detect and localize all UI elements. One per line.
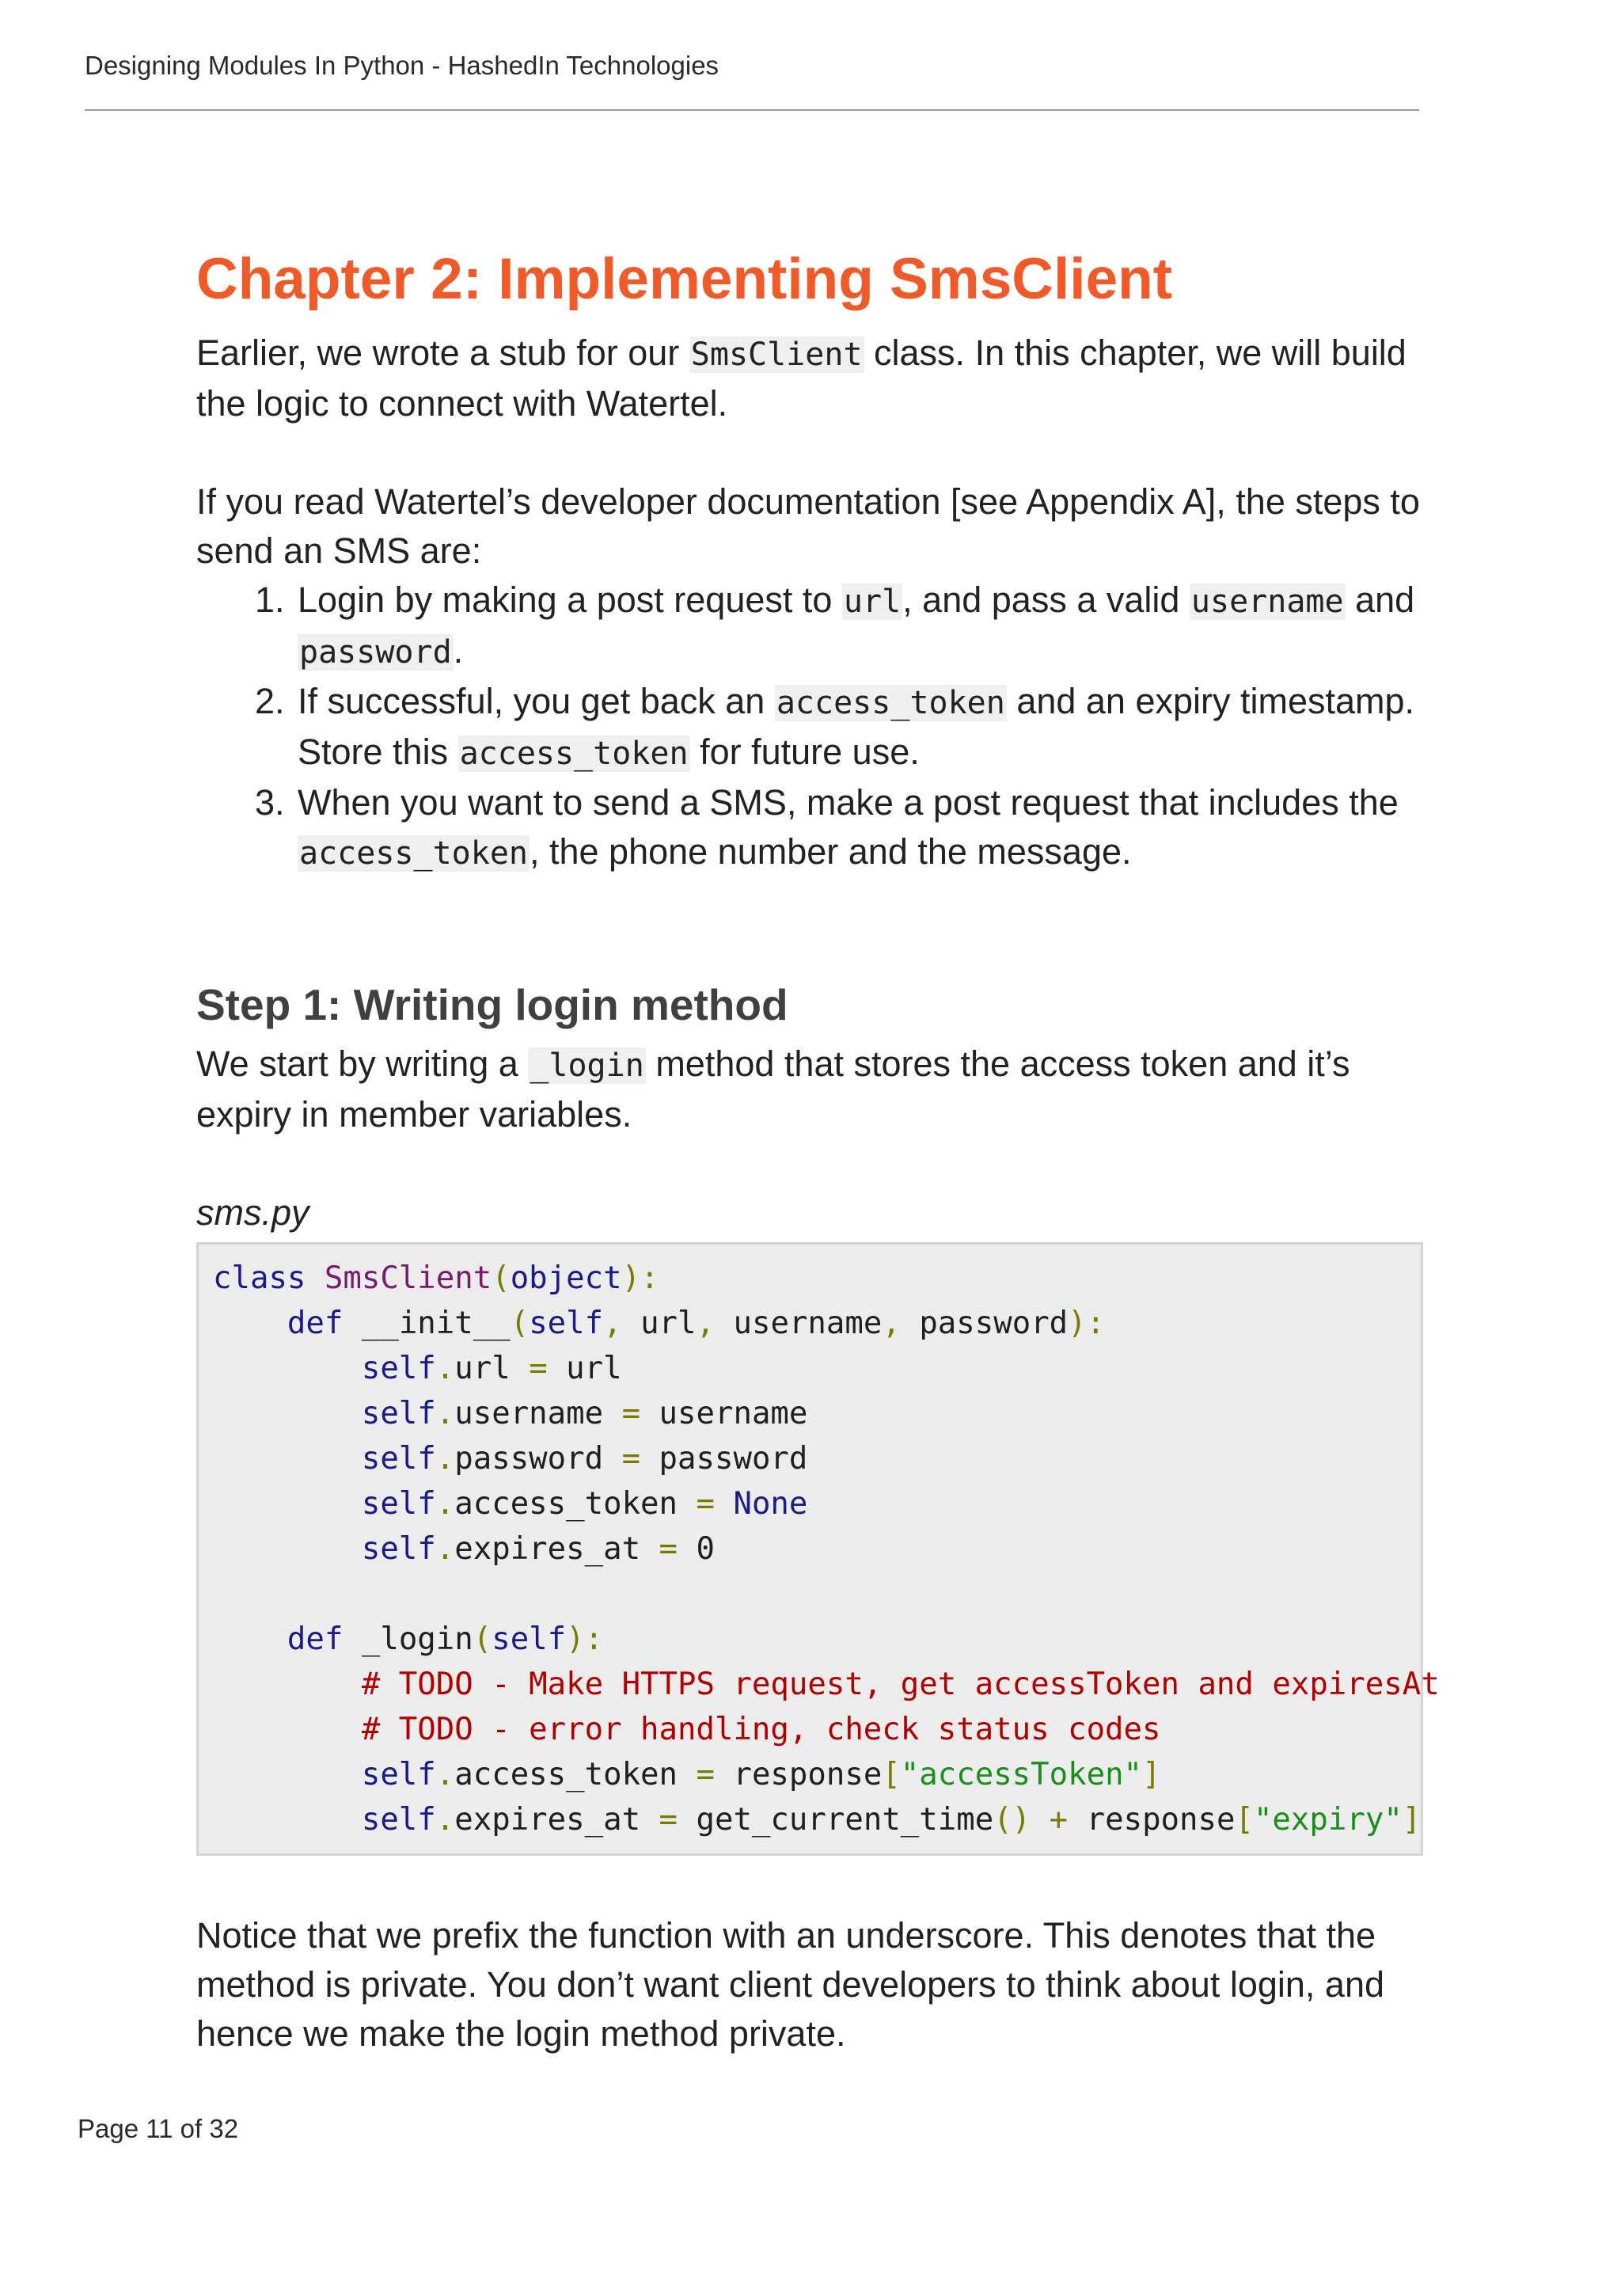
code-block: class SmsClient(object): def __init__(self, url, username, password): self.url = url self.username = username self.password = password self.access_token = None self.expires_at = 0 def _login(self): # TODO - Make HTTPS request, get accessToken and expiresAt # TODO - error handling, check status codes self.access_token = response["accessToken"] self.expires_at = get_current_time() + response["expiry"] [196, 1242, 1423, 1856]
list-item: 1. Login by making a post request to url, and pass a valid username and password. [294, 576, 1431, 677]
section-intro: We start by writing a _login method that stores the access token and it’s expiry in member variables. [196, 1043, 1350, 1135]
inline-code: access_token [776, 685, 1005, 721]
steps-list [196, 576, 1431, 878]
list-item: 2. If successful, you get back an access_token and an expiry timestamp. Store this access_token for future use. [294, 677, 1431, 778]
code-filename: sms.py [196, 1192, 309, 1233]
inline-code: access_token [459, 736, 689, 772]
explanation-paragraph: Notice that we prefix the function with an underscore. This denotes that the method is private. You don’t want client developers to think about login, and hence we make the login method private. [196, 1915, 1384, 2054]
inline-code: url [843, 584, 902, 620]
inline-code: username [1190, 584, 1344, 620]
list-item: 3. When you want to send a SMS, make a post request that includes the access_token, the phone number and the message. [294, 778, 1431, 878]
chapter-intro: Earlier, we wrote a stub for our SmsClient class. In this chapter, we will build the logic to connect with Watertel. [196, 333, 1407, 424]
section-title: Step 1: Writing login method [196, 980, 788, 1029]
chapter-title: Chapter 2: Implementing SmsClient [196, 247, 1173, 311]
header-divider [85, 109, 1419, 111]
inline-code: _login [530, 1047, 644, 1084]
page-number: Page 11 of 32 [78, 2114, 239, 2143]
inline-code: password [299, 634, 452, 671]
inline-code: access_token [299, 835, 528, 872]
docs-paragraph: If you read Watertel’s developer documentation [see Appendix A], the steps to send an SMS are: [196, 481, 1420, 571]
running-header: Designing Modules In Python - HashedIn Technologies [85, 51, 719, 80]
page-content [196, 238, 1440, 2058]
inline-code: SmsClient [690, 336, 863, 373]
